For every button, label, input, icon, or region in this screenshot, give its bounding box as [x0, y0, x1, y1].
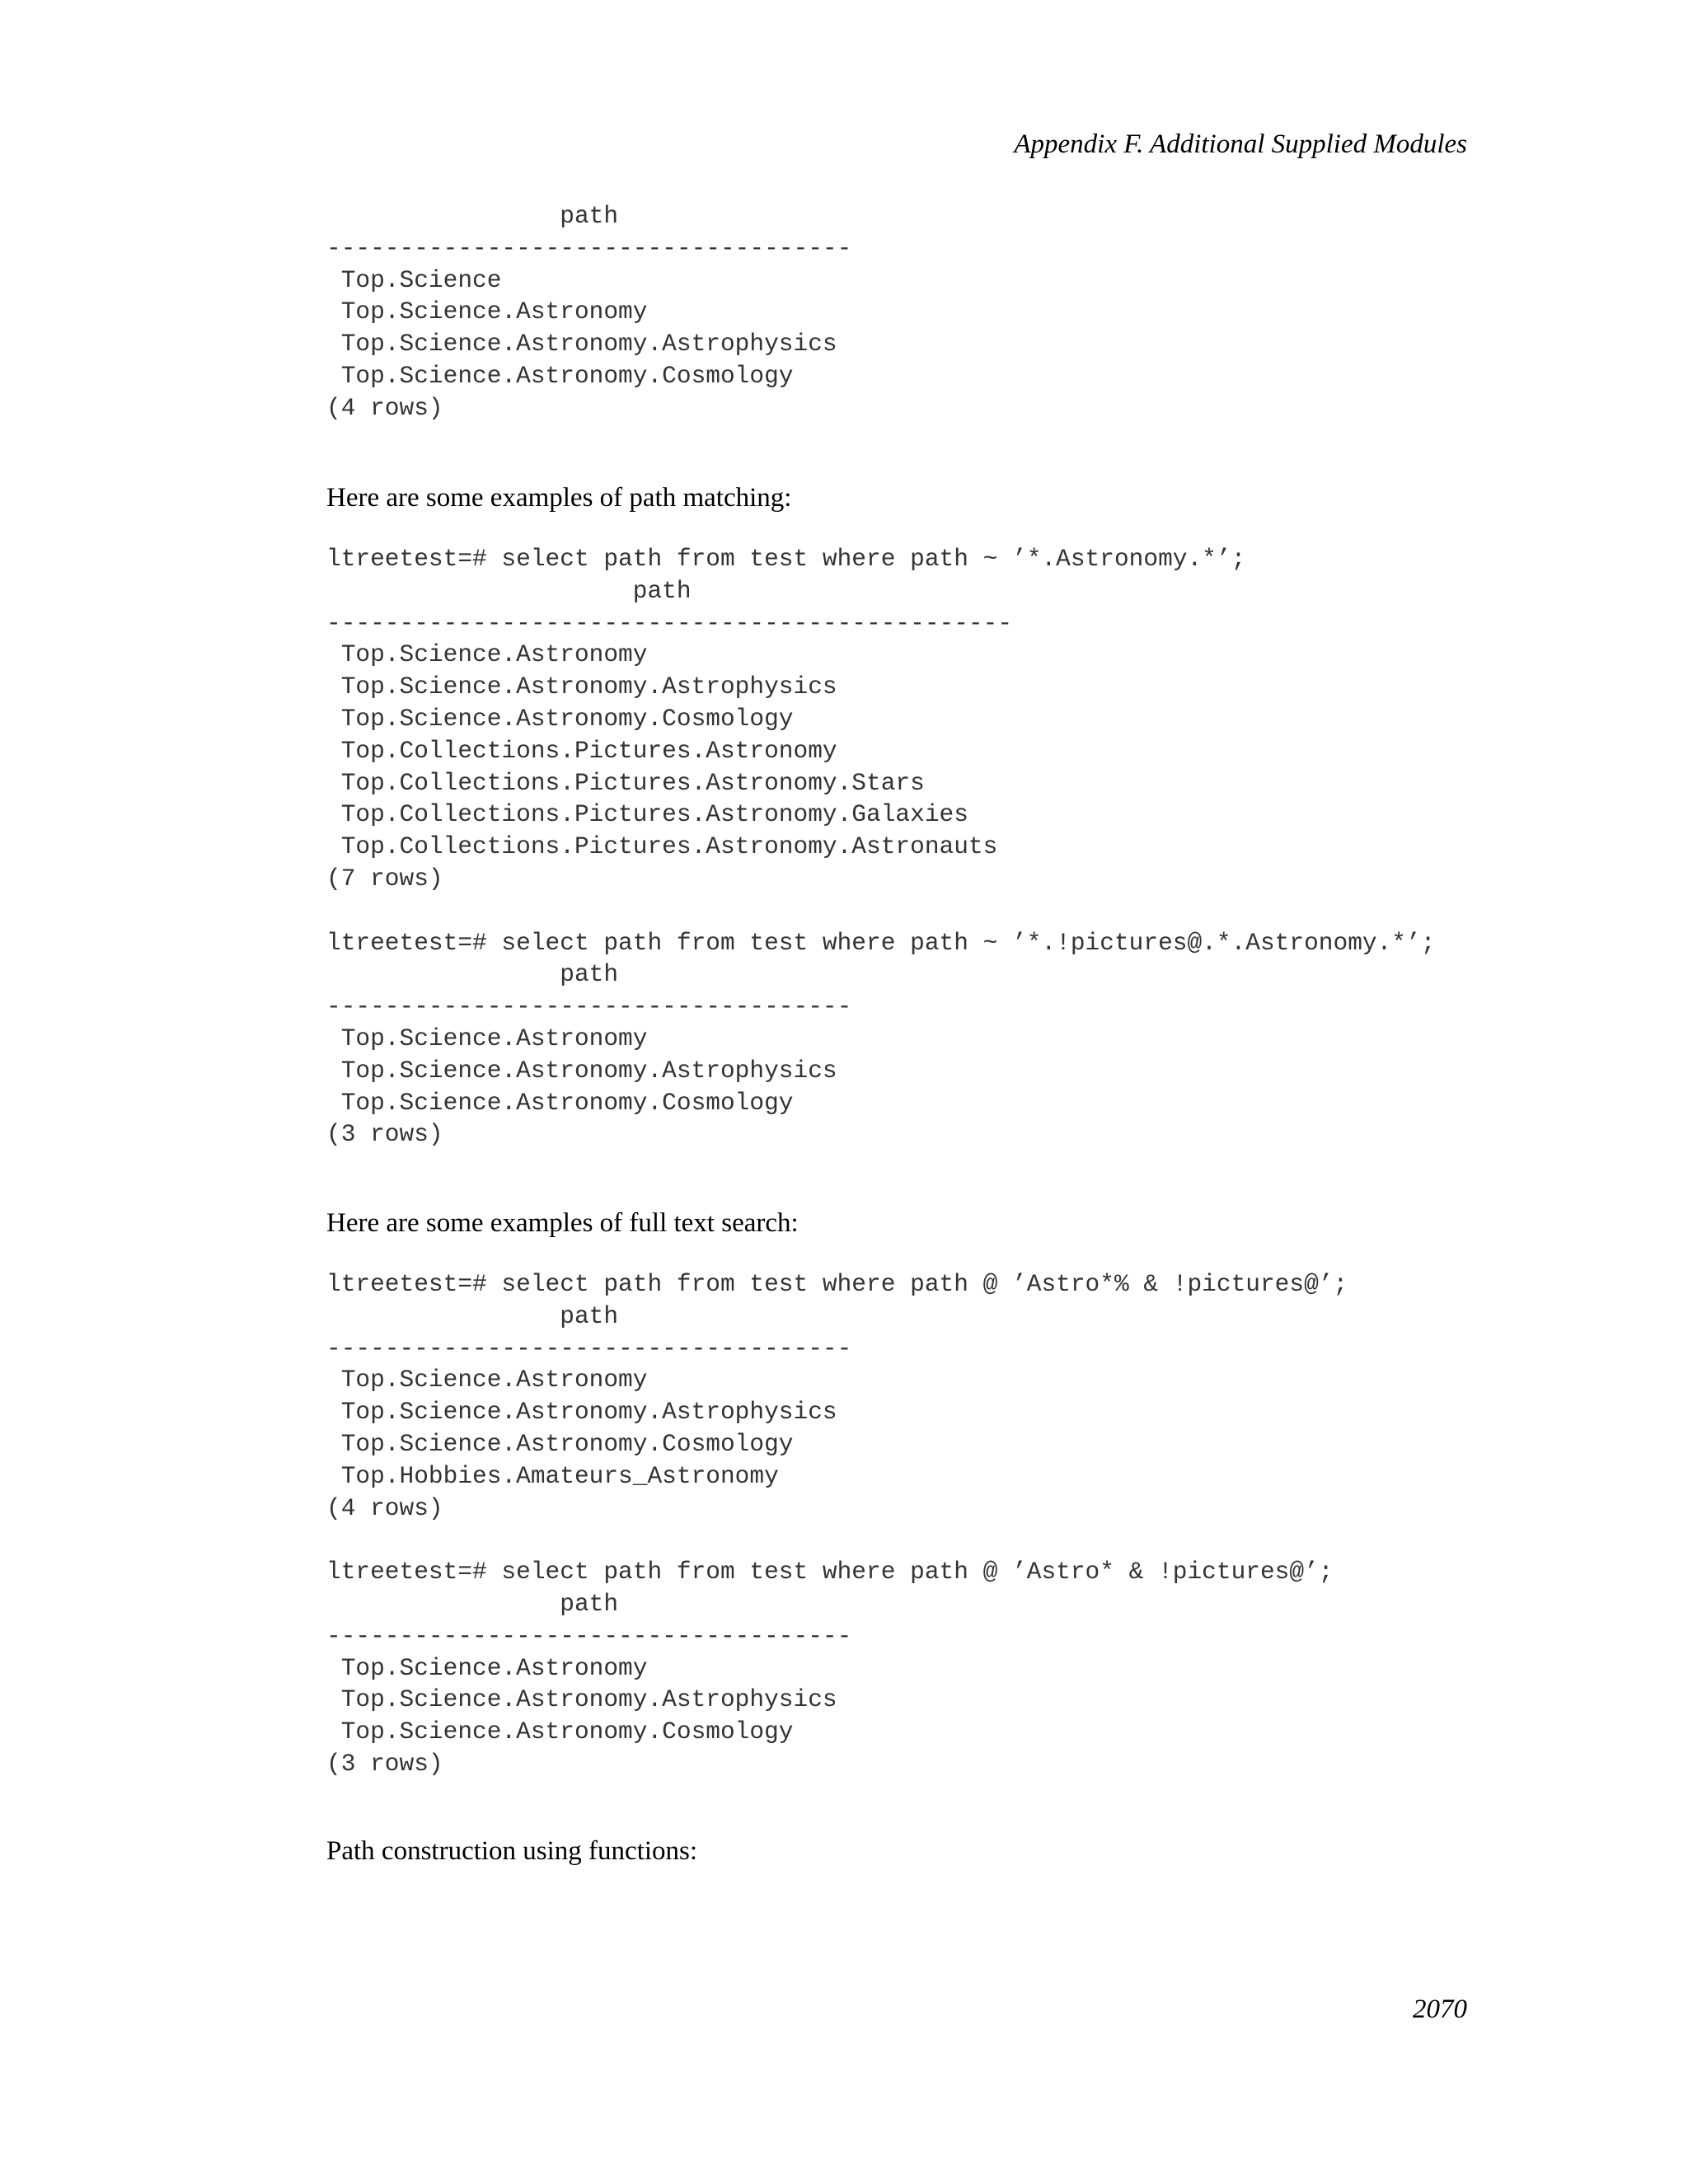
code-block-path-matching: ltreetest=# select path from test where path ~ ’*.Astronomy.*’; path ----------------------------------------------- Top.Science.Astronomy Top.Science.Astronomy.Astrophysics Top.Science.Astronomy.Cosmology Top.Collections.Pictures.Astronomy Top.Collections.Pictures.Astronomy.Stars Top.Collections.Pictures.Astronomy.Galaxies Top.Collections.Pictures.Astronomy.Astronauts (7 rows) ltreetest=# select path from test where path ~ ’*.!pictures@.*.Astronomy.*’; path ------------------------------------ Top.Science.Astronomy Top.Science.Astronomy.Astrophysics Top.Science.Astronomy.Cosmology (3 rows) — [326, 545, 1436, 1149]
page-number: 2070 — [1413, 1994, 1467, 2024]
paragraph-full-text-search: Here are some examples of full text search: — [326, 1208, 799, 1238]
code-block-full-text-search: ltreetest=# select path from test where path @ ’Astro*% & !pictures@’; path ------------------------------------ Top.Science.Astronomy Top.Science.Astronomy.Astrophysics Top.Science.Astronomy.Cosmology Top.Hobbies.Amateurs_Astronomy (4 rows) ltreetest=# select path from test where path @ ’Astro* & !pictures@’; path ------------------------------------ Top.Science.Astronomy Top.Science.Astronomy.Astrophysics Top.Science.Astronomy.Cosmology (3 rows) — [326, 1270, 1348, 1778]
query-result-block-top: path ------------------------------------ Top.Science Top.Science.Astronomy Top.Science.Astronomy.Astrophysics Top.Science.Astronomy.Cosmology (4 rows) — [326, 202, 852, 422]
paragraph-path-matching: Here are some examples of path matching: — [326, 483, 792, 513]
paragraph-path-construction: Path construction using functions: — [326, 1836, 698, 1866]
running-header: Appendix F. Additional Supplied Modules — [1014, 129, 1467, 159]
